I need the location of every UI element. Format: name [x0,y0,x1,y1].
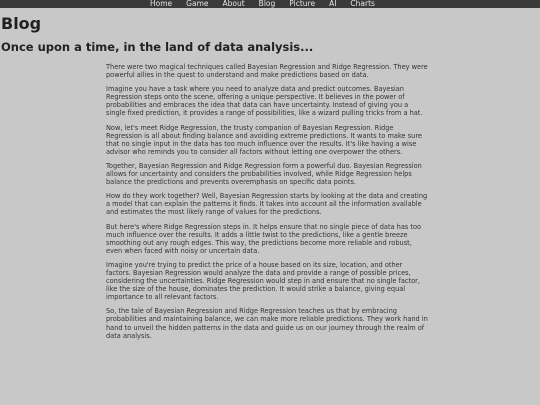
top-navigation [0,0,540,8]
nav-charts-link[interactable]: Charts [350,0,375,8]
nav-picture-link[interactable]: Picture [289,0,316,8]
post-paragraph: But here's where Ridge Regression steps in. It helps ensure that no single piece of data has too much influence over the results. It adds a little twist to the predictions, like a gentle breeze smoothing out any rough edges. This way, the predictions become more reliable and robust, even when faced with noisy or uncertain data. [106,222,422,255]
post-paragraph: So, the tale of Bayesian Regression and Ridge Regression teaches us that by embracing probabilities and maintaining balance, we can make more reliable predictions. They work hand in hand to unveil the hidden patterns in the data and guide us on our journey through the realm of data analysis. [106,307,428,340]
nav-about-link[interactable]: About [222,0,245,8]
nav-home-link[interactable]: Home [150,0,173,8]
nav-blog-link[interactable]: Blog [258,0,276,8]
nav-menu [150,0,389,9]
post-subtitle: Once upon a time, in the land of data analysis... [1,40,314,54]
post-paragraph: Imagine you have a task where you need to analyze data and predict outcomes. Bayesian Regression steps onto the scene, offering a unique perspective. It believes in the power of probabilities and embraces the idea that data can have uncertainty. Instead of giving you a single fixed prediction, it provides a range of possibilities, like a wizard pulling tricks from a hat. [106,85,423,118]
post-paragraph: How do they work together? Well, Bayesian Regression starts by looking at the data and creating a model that can explain the patterns it finds. It takes into account all the information available and estimates the most likely range of values for the predictions. [106,192,428,217]
post-content [106,63,428,346]
post-paragraph: There were two magical techniques called Bayesian Regression and Ridge Regression. They were powerful allies in the quest to understand and make predictions based on data. [106,63,428,80]
post-paragraph: Together, Bayesian Regression and Ridge Regression form a powerful duo. Bayesian Regression allows for uncertainty and considers the probabilities involved, while Ridge Regression helps balance the predictions and prevents overemphasis on specific data points. [106,161,422,187]
post-paragraph: Now, let's meet Ridge Regression, the trusty companion of Bayesian Regression. Ridge Regression is all about finding balance and avoiding extreme predictions. It wants to make sure that no single input in the data has too much influence over the results. It's like having a wise advisor who reminds you to consider all factors without letting one overpower the others. [106,123,422,156]
post-paragraph: Imagine you're trying to predict the price of a house based on its size, location, and other factors. Bayesian Regression would analyze the data and provide a range of possible prices, considering the uncertainties. Ridge Regression would step in and ensure that no single factor, like the size of the house, dominates the prediction. It would strike a balance, giving equal importance to all relevant factors. [106,260,420,302]
nav-game-link[interactable]: Game [186,0,209,8]
page-title: Blog [1,14,42,33]
nav-ai-link[interactable]: AI [329,0,337,8]
